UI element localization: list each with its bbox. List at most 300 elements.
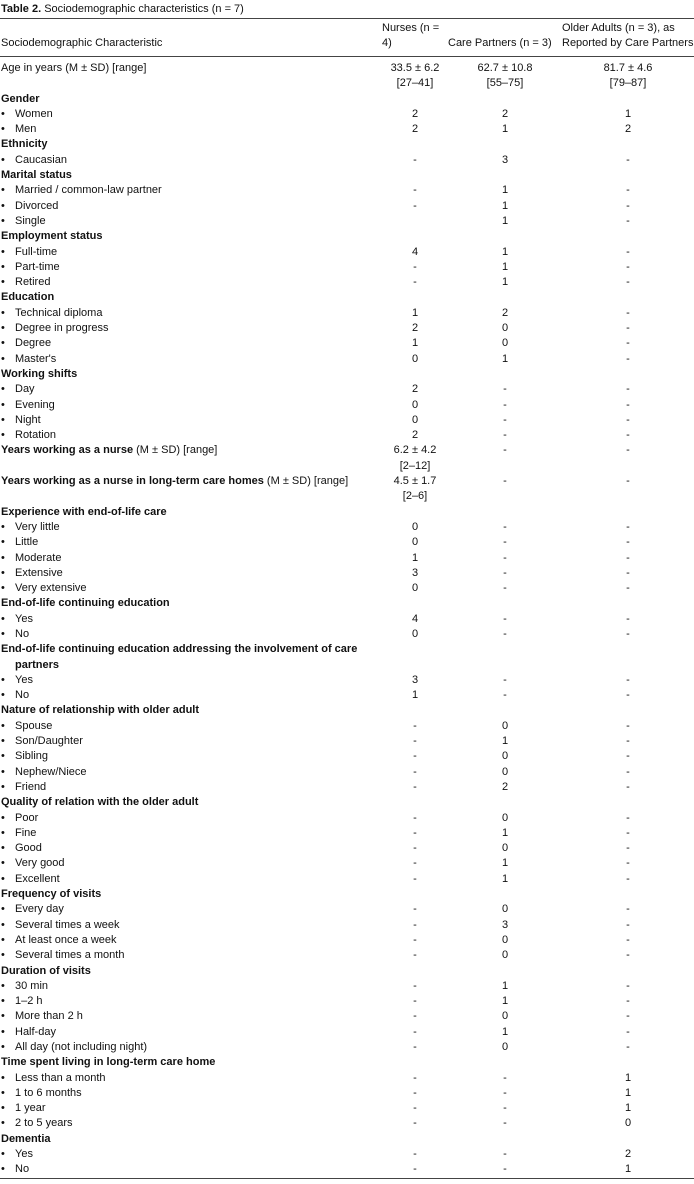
value-cell: -	[626, 826, 630, 839]
bullet-icon: •	[1, 995, 5, 1008]
value-cell: -	[503, 1117, 507, 1130]
section-heading	[0, 229, 694, 244]
value-cell: -	[626, 689, 630, 702]
value-cell	[562, 474, 694, 505]
table-row	[0, 856, 694, 871]
table-row	[0, 122, 694, 137]
item-label: Little	[15, 536, 39, 549]
value-cell	[382, 57, 448, 92]
table-row	[0, 505, 694, 520]
range: [2–12]	[399, 459, 431, 472]
item-label: All day (not including night)	[15, 1041, 148, 1053]
item-label-cell	[0, 1116, 382, 1131]
value-cell: 1	[411, 689, 419, 702]
value-cell: -	[626, 260, 630, 273]
value-cell: -	[413, 995, 417, 1008]
value-cell: -	[626, 214, 630, 227]
caption-label: Table 2.	[1, 3, 42, 15]
item-label-cell	[0, 902, 382, 917]
item-label: Degree in progress	[15, 322, 109, 335]
item-label: 1–2 h	[15, 995, 43, 1008]
table-row	[0, 352, 694, 367]
item-label-cell	[0, 856, 382, 871]
value-cell: -	[413, 153, 417, 166]
table-row	[0, 168, 694, 183]
bullet-icon: •	[1, 413, 5, 426]
item-label: Divorced	[15, 199, 59, 212]
bullet-icon: •	[1, 1102, 5, 1115]
table-row	[0, 551, 694, 566]
table-row	[0, 275, 694, 290]
item-label-cell	[0, 352, 382, 367]
value-cell: 0	[501, 903, 509, 916]
item-label: Moderate	[15, 551, 62, 564]
value-cell: -	[503, 1102, 507, 1115]
value-cell: 0	[411, 398, 419, 411]
bullet-icon: •	[1, 1086, 5, 1099]
bullet-icon: •	[1, 214, 5, 227]
table-row	[0, 137, 694, 152]
table-row	[0, 520, 694, 535]
table-row	[0, 382, 694, 397]
value-cell: -	[626, 413, 630, 426]
value-cell: -	[413, 1071, 417, 1084]
value-cell: 1	[501, 857, 509, 870]
bullet-icon: •	[1, 780, 5, 793]
value-cell: -	[503, 673, 507, 686]
bullet-icon: •	[1, 1025, 5, 1038]
table-row	[0, 336, 694, 351]
table-row	[0, 612, 694, 627]
item-label: Less than a month	[15, 1071, 106, 1084]
item-label: Degree	[15, 337, 52, 350]
table-row	[0, 1086, 694, 1101]
section-heading	[0, 367, 694, 382]
item-label-cell	[0, 199, 382, 214]
value-cell: -	[503, 536, 507, 549]
table-row	[0, 214, 694, 229]
value-cell: -	[626, 398, 630, 411]
value-cell: -	[626, 306, 630, 319]
value-cell: 2	[501, 780, 509, 793]
table-row	[0, 428, 694, 443]
bullet-icon: •	[1, 949, 5, 962]
value-cell: -	[503, 566, 507, 579]
section-heading	[0, 964, 694, 979]
section-label: Quality of relation with the older adult	[1, 796, 199, 809]
table-row	[0, 1055, 694, 1070]
value-cell: -	[503, 582, 507, 595]
item-label-cell	[0, 826, 382, 841]
value-cell: -	[626, 520, 630, 533]
item-label-cell	[0, 428, 382, 443]
table-row	[0, 398, 694, 413]
bullet-icon: •	[1, 245, 5, 258]
item-label: Poor	[15, 811, 39, 824]
table-row	[0, 1162, 694, 1178]
table-row	[0, 826, 694, 841]
mean-sd: 62.7 ± 10.8	[477, 62, 533, 74]
section-heading	[0, 795, 694, 810]
mean-sd: 81.7 ± 4.6	[603, 62, 653, 74]
item-label-cell	[0, 413, 382, 428]
value-cell: -	[626, 337, 630, 350]
table-row	[0, 979, 694, 994]
value-cell: -	[626, 995, 630, 1008]
table-row	[0, 474, 694, 505]
bullet-icon: •	[1, 352, 5, 365]
stat-label-cell	[0, 474, 382, 505]
bullet-icon: •	[1, 383, 5, 396]
table-row	[0, 964, 694, 979]
range: [27–41]	[396, 77, 434, 90]
table-row	[0, 107, 694, 122]
header-nurses: Nurses (n = 4)	[382, 22, 440, 49]
value-cell	[448, 443, 562, 474]
value-cell: -	[413, 199, 417, 212]
value-cell: 1	[501, 214, 509, 227]
item-label: 1 to 6 months	[15, 1086, 82, 1099]
value-cell: -	[413, 811, 417, 824]
table-row	[0, 367, 694, 382]
value-cell: 0	[411, 582, 419, 595]
value-cell: 0	[411, 413, 419, 426]
value-cell: 1	[501, 735, 509, 748]
value-cell: 1	[501, 995, 509, 1008]
item-label-cell	[0, 382, 382, 397]
table-row	[0, 260, 694, 275]
value-cell: 2	[411, 383, 419, 396]
value-cell: 3	[411, 673, 419, 686]
range: [79–87]	[609, 77, 647, 90]
value-cell: 1	[501, 260, 509, 273]
table-row	[0, 566, 694, 581]
item-label-cell	[0, 979, 382, 994]
item-label: Extensive	[15, 566, 63, 579]
value-cell: 1	[501, 276, 509, 289]
bullet-icon: •	[1, 199, 5, 212]
value-cell: -	[503, 1071, 507, 1084]
item-label: 2 to 5 years	[15, 1117, 73, 1130]
value-cell: -	[413, 276, 417, 289]
table-row	[0, 306, 694, 321]
bullet-icon: •	[1, 123, 5, 136]
value-cell: -	[413, 949, 417, 962]
item-label-cell	[0, 107, 382, 122]
bullet-icon: •	[1, 627, 5, 640]
value-cell: 0	[501, 949, 509, 962]
item-label-cell	[0, 780, 382, 795]
value-cell: -	[626, 750, 630, 763]
value-cell: -	[626, 1041, 630, 1053]
mean-sd: 33.5 ± 6.2	[390, 62, 440, 74]
value-cell: 1	[624, 107, 632, 120]
item-label: Several times a month	[15, 949, 125, 962]
range: [55–75]	[486, 77, 524, 90]
value-cell: -	[503, 689, 507, 702]
table-row	[0, 1132, 694, 1147]
table-row	[0, 749, 694, 764]
item-label: Master's	[15, 352, 57, 365]
section-label: Dementia	[1, 1132, 51, 1145]
caption-text: Sociodemographic characteristics (n = 7)	[44, 3, 244, 15]
bullet-icon: •	[1, 735, 5, 748]
item-label-cell	[0, 321, 382, 336]
value-cell: 1	[501, 872, 509, 885]
item-label: Caucasian	[15, 153, 67, 166]
item-label-cell	[0, 765, 382, 780]
item-label-cell	[0, 1101, 382, 1116]
value-cell	[382, 474, 448, 505]
value-cell: -	[626, 627, 630, 640]
item-label: Technical diploma	[15, 306, 103, 319]
item-label: Half-day	[15, 1025, 56, 1038]
value-cell: -	[626, 765, 630, 778]
value-cell: -	[626, 842, 630, 855]
section-label: Experience with end-of-life care	[1, 505, 167, 518]
value-cell: 1	[501, 979, 509, 992]
item-label-cell	[0, 1162, 382, 1178]
table-row	[0, 199, 694, 214]
item-label-cell	[0, 612, 382, 627]
stat-suffix: (M ± SD) [range]	[263, 475, 349, 488]
item-label-cell	[0, 581, 382, 596]
value-cell: -	[413, 780, 417, 793]
section-label: End-of-life continuing education	[1, 597, 170, 610]
table-caption	[0, 0, 694, 18]
item-label: Single	[15, 214, 46, 227]
item-label: Night	[15, 413, 41, 426]
value-cell	[562, 443, 694, 474]
value-cell: -	[413, 918, 417, 931]
value-cell: -	[413, 903, 417, 916]
bullet-icon: •	[1, 322, 5, 335]
section-label: Gender	[1, 92, 40, 105]
value-cell: 2	[501, 306, 509, 319]
bullet-icon: •	[1, 566, 5, 579]
value-cell: -	[413, 719, 417, 732]
stat-label-cell	[0, 57, 382, 92]
bullet-icon: •	[1, 398, 5, 411]
section-label: End-of-life continuing education addressing the involvement of care	[1, 643, 358, 656]
value-cell: 2	[411, 429, 419, 442]
value-cell: 2	[624, 1148, 632, 1161]
value-cell: -	[413, 857, 417, 870]
value-cell: -	[413, 765, 417, 778]
mean-sd: -	[626, 444, 630, 457]
value-cell: -	[413, 735, 417, 748]
value-cell: -	[626, 673, 630, 686]
value-cell: 0	[501, 719, 509, 732]
section-label: Nature of relationship with older adult	[1, 704, 200, 717]
section-label: Working shifts	[1, 367, 78, 380]
table-row	[0, 183, 694, 198]
value-cell: 3	[501, 153, 509, 166]
item-label-cell	[0, 122, 382, 137]
value-cell: -	[413, 1117, 417, 1130]
bullet-icon: •	[1, 750, 5, 763]
item-label: Retired	[15, 276, 51, 289]
range: [2–6]	[402, 490, 428, 503]
section-heading	[0, 505, 694, 520]
item-label-cell	[0, 872, 382, 887]
item-label: 1 year	[15, 1102, 46, 1115]
bullet-icon: •	[1, 1163, 5, 1176]
value-cell: -	[626, 719, 630, 732]
bullet-icon: •	[1, 673, 5, 686]
table-row	[0, 596, 694, 611]
value-cell: 4	[411, 245, 419, 258]
item-label-cell	[0, 336, 382, 351]
table-row	[0, 688, 694, 703]
table-row	[0, 1040, 694, 1055]
section-heading	[0, 887, 694, 902]
bullet-icon: •	[1, 1117, 5, 1130]
item-label: Yes	[15, 612, 33, 625]
value-cell: 0	[501, 1041, 509, 1053]
bullet-icon: •	[1, 689, 5, 702]
value-cell: -	[413, 1010, 417, 1023]
item-label: Married / common-law partner	[15, 184, 162, 197]
item-label: Very little	[15, 520, 60, 533]
section-heading	[0, 703, 694, 718]
bullet-icon: •	[1, 184, 5, 197]
value-cell: 1	[411, 337, 419, 350]
value-cell: 0	[501, 1010, 509, 1023]
item-label: Women	[15, 107, 53, 120]
value-cell: 0	[501, 811, 509, 824]
bullet-icon: •	[1, 903, 5, 916]
value-cell: -	[413, 1163, 417, 1176]
table-row	[0, 902, 694, 917]
bullet-icon: •	[1, 1071, 5, 1084]
item-label: Friend	[15, 780, 47, 793]
value-cell: 1	[411, 551, 419, 564]
item-label: 30 min	[15, 979, 49, 992]
item-label-cell	[0, 948, 382, 963]
item-label-cell	[0, 260, 382, 275]
bullet-icon: •	[1, 306, 5, 319]
item-label-cell	[0, 551, 382, 566]
item-label: Nephew/Niece	[15, 765, 87, 778]
value-cell	[448, 57, 562, 92]
value-cell: 1	[501, 199, 509, 212]
range	[562, 459, 694, 474]
item-label: Fine	[15, 826, 37, 839]
table-row	[0, 719, 694, 734]
section-label: Frequency of visits	[1, 888, 102, 901]
value-cell: -	[626, 245, 630, 258]
item-label: Part-time	[15, 260, 60, 273]
item-label-cell	[0, 398, 382, 413]
item-label-cell	[0, 1009, 382, 1024]
table-row	[0, 1071, 694, 1086]
value-cell: -	[626, 153, 630, 166]
table-row	[0, 290, 694, 305]
table-row	[0, 1101, 694, 1116]
value-cell: 1	[624, 1102, 632, 1115]
value-cell: 1	[411, 306, 419, 319]
value-cell: -	[503, 551, 507, 564]
section-heading	[0, 92, 694, 107]
value-cell: -	[626, 903, 630, 916]
value-cell: -	[626, 979, 630, 992]
bullet-icon: •	[1, 842, 5, 855]
item-label-cell	[0, 520, 382, 535]
mean-sd: 6.2 ± 4.2	[393, 444, 437, 457]
item-label-cell	[0, 688, 382, 703]
item-label-cell	[0, 734, 382, 749]
value-cell: -	[626, 429, 630, 442]
value-cell: -	[503, 612, 507, 625]
value-cell: -	[413, 1086, 417, 1099]
bullet-icon: •	[1, 429, 5, 442]
bullet-icon: •	[1, 520, 5, 533]
table-row	[0, 1147, 694, 1162]
section-label: Employment status	[1, 230, 103, 243]
table-row	[0, 994, 694, 1009]
value-cell: 1	[501, 826, 509, 839]
item-label-cell	[0, 749, 382, 764]
value-cell: -	[503, 429, 507, 442]
value-cell: -	[413, 872, 417, 885]
item-label: More than 2 h	[15, 1010, 83, 1023]
table-row	[0, 57, 694, 92]
value-cell	[562, 57, 694, 92]
table-row	[0, 1116, 694, 1131]
item-label: Men	[15, 123, 37, 136]
section-heading	[0, 290, 694, 305]
value-cell: -	[503, 520, 507, 533]
table-row	[0, 581, 694, 596]
bullet-icon: •	[1, 1010, 5, 1023]
section-label: Marital status	[1, 169, 72, 182]
value-cell: -	[503, 413, 507, 426]
value-cell: 0	[411, 627, 419, 640]
table-row	[0, 1009, 694, 1024]
item-label-cell	[0, 841, 382, 856]
value-cell: 0	[624, 1117, 632, 1130]
value-cell: 1	[501, 245, 509, 258]
bullet-icon: •	[1, 582, 5, 595]
stat-label: Years working as a nurse	[1, 444, 134, 457]
value-cell: -	[413, 1041, 417, 1053]
value-cell: -	[626, 276, 630, 289]
value-cell: 2	[411, 123, 419, 136]
value-cell: 0	[411, 536, 419, 549]
value-cell: 0	[501, 337, 509, 350]
item-label: At least once a week	[15, 933, 117, 946]
item-label-cell	[0, 566, 382, 581]
section-heading	[0, 1132, 694, 1147]
value-cell: -	[626, 872, 630, 885]
table-row	[0, 734, 694, 749]
value-cell: 1	[501, 123, 509, 136]
bullet-icon: •	[1, 765, 5, 778]
value-cell: -	[626, 918, 630, 931]
bullet-icon: •	[1, 612, 5, 625]
header-characteristic: Sociodemographic Characteristic	[1, 36, 163, 49]
table-row	[0, 627, 694, 642]
stat-label: Age in years (M ± SD) [range]	[1, 62, 147, 74]
table-row	[0, 887, 694, 902]
item-label-cell	[0, 535, 382, 550]
value-cell: -	[503, 398, 507, 411]
value-cell: -	[626, 184, 630, 197]
value-cell: -	[626, 199, 630, 212]
item-label: Very extensive	[15, 582, 87, 595]
value-cell: 1	[624, 1086, 632, 1099]
